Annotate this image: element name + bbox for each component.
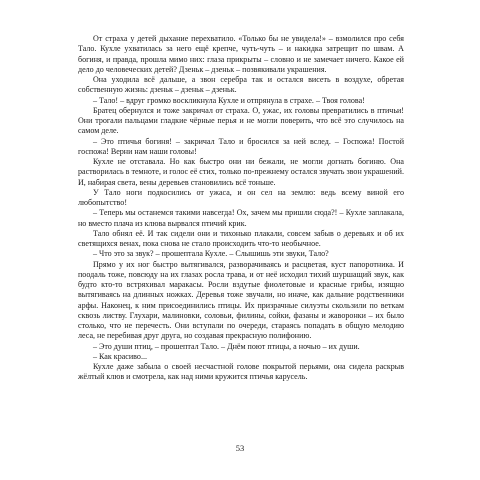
page-number: 53: [235, 443, 245, 453]
paragraph: Тало обнял её. И так сидели они и тихонько плакали, совсем забыв о деревьях и об их светящихся венах, пока снова не стало происходить что-то необычное.: [78, 228, 404, 248]
paragraph: У Тало ноги подкосились от ужаса, и он сел на землю: ведь всему виной его любопытство!: [78, 187, 404, 207]
paragraph: – Что это за звук? – прошептала Кухле. – Слышишь эти звуки, Тало?: [93, 249, 329, 259]
paragraph: – Теперь мы останемся такими навсегда! Ох, зачем мы пришли сюда?! – Кухле заплакала, но вместо плача из клюва вырвался птичий крик.: [78, 208, 404, 228]
paragraph: Прямо у их ног быстро вытягивался, разворачиваясь и расцветая, куст папоротника. И поодаль тоже, повсюду на их глазах росла трава, и от неё исходил тихий шуршащий звук, как будто кто-то встряхивал маракасы. Росли вздутые фиолетовые и красные грибы, изящно вытягиваясь на длинных ножках. Деревья тоже звучали, но иначе, как дальние родственники арфы. Наконец, к ним присоединились птицы. Их призрачные силуэты скользили по веткам сквозь листву. Глухари, малиновки, соловьи, филины, сойки, фазаны и жаворонки – их было столько, что не перечесть. Они вступали по очереди, стараясь попадать в общую мелодию леса, не перебивая друг друга, но создавая прекрасную полифонию.: [78, 259, 404, 341]
paragraph: – Это души птиц, – прошептал Тало. – Днём поют птицы, а ночью – их души.: [93, 341, 360, 351]
paragraph: От страха у детей дыхание перехватило. «Только бы не увидела!» – взмолился про себя Тало. Кухле ухватилась за него ещё крепче, чуть-чуть – и накидка затрещит по швам. А богиня, и правда, прошла мимо них: глаза прикрыты – словно и не замечает ничего. Какое ей дело до человеческих детей? Дзеньк – дзеньк – позвякивали украшения.: [78, 34, 404, 74]
body-text: [78, 34, 404, 383]
paragraph: Братец обернулся и тоже закричал от страха. О, ужас, их головы превратились в птичьи! Они трогали пальцами гладкие чёрные перья и не могли поверить, что всё это случилось на самом деле.: [78, 105, 404, 136]
paragraph: Кухле не отставала. Но как быстро они ни бежали, не могли догнать богиню. Она растворилась в темноте, и голос её стих, только по-прежнему остался звучать звон украшений. И, набирая света, вены деревьев становились всё тоньше.: [78, 157, 404, 187]
paragraph: Она уходила всё дальше, а звон серебра так и остался висеть в воздухе, обретая собственную жизнь: дзеньк – дзеньк – дзеньк.: [78, 75, 404, 95]
paragraph: – Как красиво...: [93, 351, 147, 361]
paragraph: – Это птичья богиня! – закричал Тало и бросился за ней вслед. – Госпожа! Постой госпожа! Верни нам наши головы!: [78, 136, 404, 156]
paragraph: – Тало! – вдруг громко воскликнула Кухле и отпрянула в страхе. – Твоя голова!: [93, 95, 365, 105]
paragraph: Кухле даже забыла о своей несчастной голове покрытой перьями, она сидела раскрыв жёлтый клюв и смотрела, как над ними кружится птичья карусель.: [78, 362, 404, 382]
